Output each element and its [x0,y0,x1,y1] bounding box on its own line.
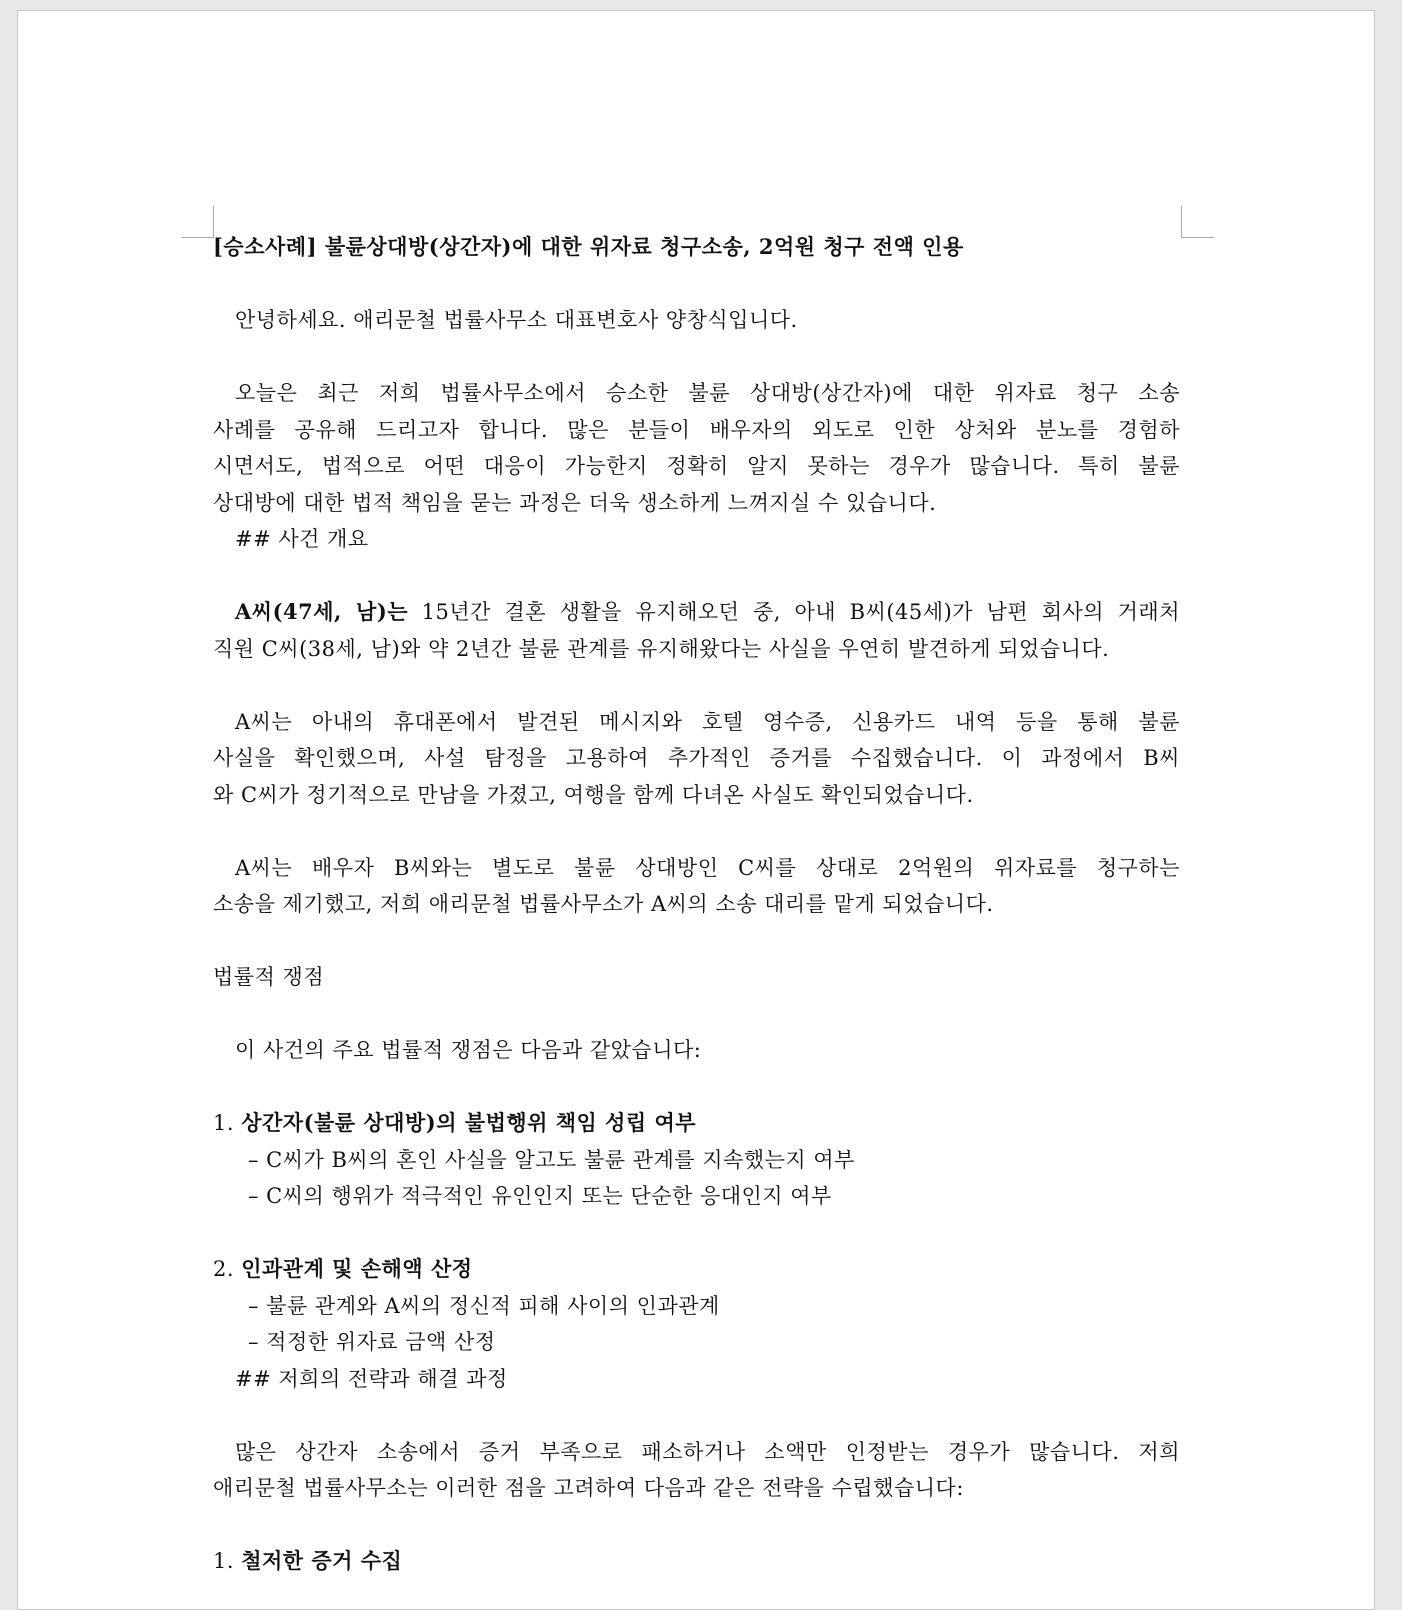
blank-line [213,1215,1180,1252]
text-run: A씨는 아내의 휴대폰에서 발견된 메시지와 호텔 영수증, 신용카드 내역 등을 통해 불륜 [235,709,1180,734]
text-run: – 불륜 관계와 A씨의 정신적 피해 사이의 인과관계 [248,1293,720,1318]
text-run: 애리문철 법률사무소는 이러한 점을 고려하여 다음과 같은 전략을 수립했습니다: [213,1476,964,1500]
blank-line [213,266,1180,303]
text-run: 상대방에 대한 법적 책임을 묻는 과정은 더욱 생소하게 느껴지실 수 있습니다. [213,490,937,515]
bold-text: A씨(47세, 남)는 [235,599,409,624]
text-run: – C씨가 B씨의 혼인 사실을 알고도 불륜 관계를 지속했는지 여부 [248,1147,855,1172]
text-run: ## 사건 개요 [235,527,369,551]
text-line [213,1361,1180,1398]
text-line [213,1032,1180,1069]
text-line [213,375,1180,412]
text-line [213,594,1180,631]
text-line [213,302,1180,339]
bold-text: [승소사례] 불륜상대방(상간자)에 대한 위자료 청구소송, 2억원 청구 전액 인용 [213,234,964,259]
text-run: 1. [213,1549,242,1573]
text-line [213,886,1180,923]
text-run: 이 사건의 주요 법률적 쟁점은 다음과 같았습니다: [235,1038,702,1062]
blank-line [213,1397,1180,1434]
text-line [213,485,1180,522]
blank-line [213,1069,1180,1106]
text-run: 사실을 확인했으며, 사설 탐정을 고용하여 추가적인 증거를 수집했습니다. 이 과정에서 B씨 [213,746,1180,770]
text-line [213,1251,1180,1288]
text-line [213,1105,1180,1142]
blank-line [213,923,1180,960]
text-line [213,1543,1180,1580]
blank-line [213,813,1180,850]
text-line [213,448,1180,485]
text-run: 1. [213,1111,242,1135]
text-line [213,1470,1180,1507]
text-run: 시면서도, 법적으로 어떤 대응이 가능한지 정확히 알지 못하는 경우가 많습니다. 특히 불륜 [213,454,1180,478]
text-run: 법률적 쟁점 [213,965,325,989]
margin-corner-top-right-horizontal [1181,237,1214,238]
blank-line [213,1507,1180,1544]
text-run: 15년간 결혼 생활을 유지해오던 중, 아내 B씨(45세)가 남편 회사의 거래처 [408,600,1180,624]
text-run: 오늘은 최근 저희 법률사무소에서 승소한 불륜 상대방(상간자)에 대한 위자료 청구 소송 [235,381,1180,405]
text-line [213,229,1180,266]
bold-text: 인과관계 및 손해액 산정 [241,1256,473,1281]
blank-line [213,339,1180,376]
text-run: 안녕하세요. 애리문철 법률사무소 대표변호사 양창식입니다. [235,308,798,332]
text-line [213,521,1180,558]
text-run: 소송을 제기했고, 저희 애리문철 법률사무소가 A씨의 소송 대리를 맡게 되었습니다. [213,892,994,916]
text-line [213,1434,1180,1471]
text-line [213,1324,1180,1361]
blank-line [213,996,1180,1033]
text-line [213,850,1180,887]
blank-line [213,558,1180,595]
text-line [213,959,1180,996]
blank-line [213,667,1180,704]
margin-corner-top-right-vertical [1181,206,1182,238]
document-body[interactable] [213,229,1180,1580]
text-run: – C씨의 행위가 적극적인 유인인지 또는 단순한 응대인지 여부 [248,1184,832,1208]
text-line [213,740,1180,777]
text-line [213,1178,1180,1215]
text-run: 와 C씨가 정기적으로 만남을 가졌고, 여행을 함께 다녀온 사실도 확인되었습니다. [213,782,974,807]
bold-text: 상간자(불륜 상대방)의 불법행위 책임 성립 여부 [241,1110,697,1135]
bold-text: 철저한 증거 수집 [241,1548,403,1573]
text-line [213,777,1180,814]
text-run: ## 저희의 전략과 해결 과정 [235,1366,508,1391]
text-line [213,1288,1180,1325]
margin-corner-top-left-horizontal [181,237,214,238]
text-run: 2. [213,1257,242,1281]
text-line [213,412,1180,449]
text-run: A씨는 배우자 B씨와는 별도로 불륜 상대방인 C씨를 상대로 2억원의 위자료를 청구하는 [235,855,1180,880]
text-run: 많은 상간자 소송에서 증거 부족으로 패소하거나 소액만 인정받는 경우가 많습니다. 저희 [235,1439,1180,1464]
text-line [213,631,1180,668]
text-line [213,1142,1180,1179]
text-run: 사례를 공유해 드리고자 합니다. 많은 분들이 배우자의 외도로 인한 상처와 분노를 경험하 [213,417,1180,442]
text-line [213,704,1180,741]
text-run: – 적정한 위자료 금액 산정 [248,1330,496,1354]
text-run: 직원 C씨(38세, 남)와 약 2년간 불륜 관계를 유지해왔다는 사실을 우연히 발견하게 되었습니다. [213,636,1110,661]
